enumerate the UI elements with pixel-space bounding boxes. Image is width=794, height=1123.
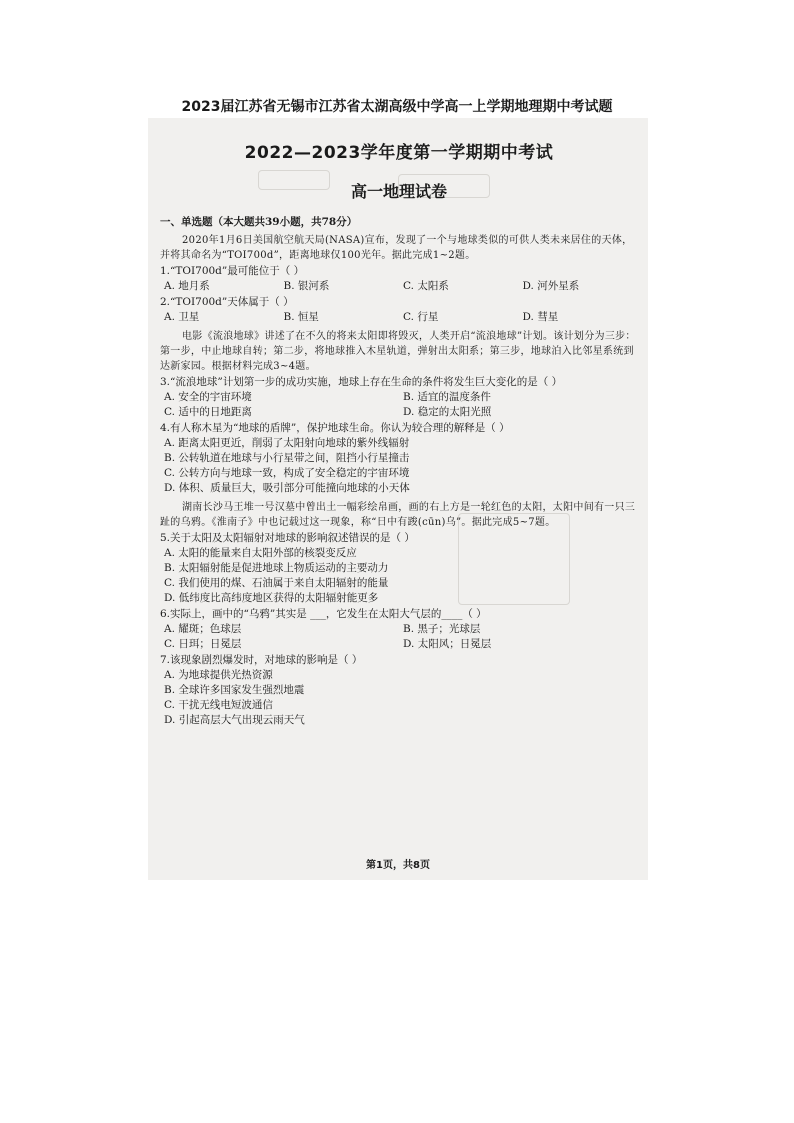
option: A. 太阳的能量来自太阳外部的核裂变反应	[164, 547, 357, 559]
option: D. 引起高层大气出现云雨天气	[164, 714, 305, 726]
question-stem: 2.“TOI700d”天体属于（ ）	[160, 296, 294, 308]
option: A. 安全的宇宙环境	[164, 391, 252, 403]
option: C. 公转方向与地球一致，构成了安全稳定的宇宙环境	[164, 467, 410, 479]
option: C. 我们使用的煤、石油属于来自太阳辐射的能量	[164, 577, 389, 589]
options-row	[160, 310, 638, 325]
option: B. 太阳辐射能是促进地球上物质运动的主要动力	[164, 562, 389, 574]
option: A. 地月系	[164, 280, 210, 292]
option: D. 低纬度比高纬度地区获得的太阳辐射能更多	[164, 592, 379, 604]
option: B. 银河系	[283, 280, 330, 292]
question-stem: 4.有人称木星为“地球的盾牌”，保护地球生命。你认为较合理的解释是（ ）	[160, 422, 510, 434]
options-row	[160, 436, 638, 496]
option: D. 稳定的太阳光照	[403, 406, 492, 418]
question-stem: 6.实际上，画中的“乌鸦”其实是 ___，它发生在太阳大气层的____（ ）	[160, 608, 487, 620]
option: C. 行星	[403, 311, 439, 323]
option: C. 太阳系	[403, 280, 449, 292]
option: A. 耀斑；色球层	[164, 623, 242, 635]
passage: 2020年1月6日美国航空航天局(NASA)宣布，发现了一个与地球类似的可供人类未来居住的天体，并将其命名为“TOI700d”，距离地球仅100光年。据此完成1~2题。	[160, 235, 633, 261]
passage: 电影《流浪地球》讲述了在不久的将来太阳即将毁灭，人类开启“流浪地球”计划。该计划分为三步：第一步，中止地球自转；第二步，将地球推入木星轨道，弹射出太阳系；第三步，地球泊入比邻星系统到达新家园。根据材料完成3~4题。	[160, 331, 636, 372]
options-row	[160, 622, 638, 652]
scanned-exam-page	[148, 118, 648, 880]
document-header: 2023届江苏省无锡市江苏省太湖高级中学高一上学期地理期中考试题	[181, 99, 613, 115]
question-stem: 5.关于太阳及太阳辐射对地球的影响叙述错误的是（ ）	[160, 532, 415, 544]
option: D. 彗星	[522, 311, 559, 323]
exam-subtitle: 高一地理试卷	[350, 182, 447, 201]
option: B. 黑子；光球层	[403, 623, 481, 635]
option: B. 恒星	[283, 311, 319, 323]
option: B. 公转轨道在地球与小行星带之间，阻挡小行星撞击	[164, 452, 410, 464]
options-row	[160, 390, 638, 420]
option: C. 日珥；日冕层	[164, 638, 242, 650]
option: B. 全球许多国家发生强烈地震	[164, 684, 305, 696]
option: A. 距离太阳更近，削弱了太阳射向地球的紫外线辐射	[164, 437, 410, 449]
question-stem: 7.该现象剧烈爆发时，对地球的影响是（ ）	[160, 654, 363, 666]
option: D. 体积、质量巨大，吸引部分可能撞向地球的小天体	[164, 482, 410, 494]
exam-title: 2022—2023学年度第一学期期中考试	[244, 143, 554, 163]
question-stem: 1.“TOI700d”最可能位于（ ）	[160, 265, 305, 277]
option: C. 干扰无线电短波通信	[164, 699, 273, 711]
question-stem: 3.“流浪地球”计划第一步的成功实施，地球上存在生命的条件将发生巨大变化的是（ ）	[160, 376, 563, 388]
options-row	[160, 668, 638, 728]
options-row	[160, 546, 638, 606]
passage: 湖南长沙马王堆一号汉墓中曾出土一幅彩绘帛画，画的右上方是一轮红色的太阳，太阳中间有一只三趾的乌鸦。《淮南子》中也记载过这一现象，称“日中有踆(cūn)乌”。据此完成5~7题。	[160, 502, 636, 528]
options-row	[160, 279, 638, 294]
option: A. 为地球提供光热资源	[164, 669, 273, 681]
option: A. 卫星	[164, 311, 200, 323]
option: D. 太阳风；日冕层	[403, 638, 492, 650]
option: B. 适宜的温度条件	[403, 391, 491, 403]
option: C. 适中的日地距离	[164, 406, 252, 418]
section-heading: 一、单选题（本大题共39小题，共78分）	[160, 216, 358, 228]
option: D. 河外星系	[522, 280, 580, 292]
page-number: 第1页，共8页	[366, 860, 430, 871]
